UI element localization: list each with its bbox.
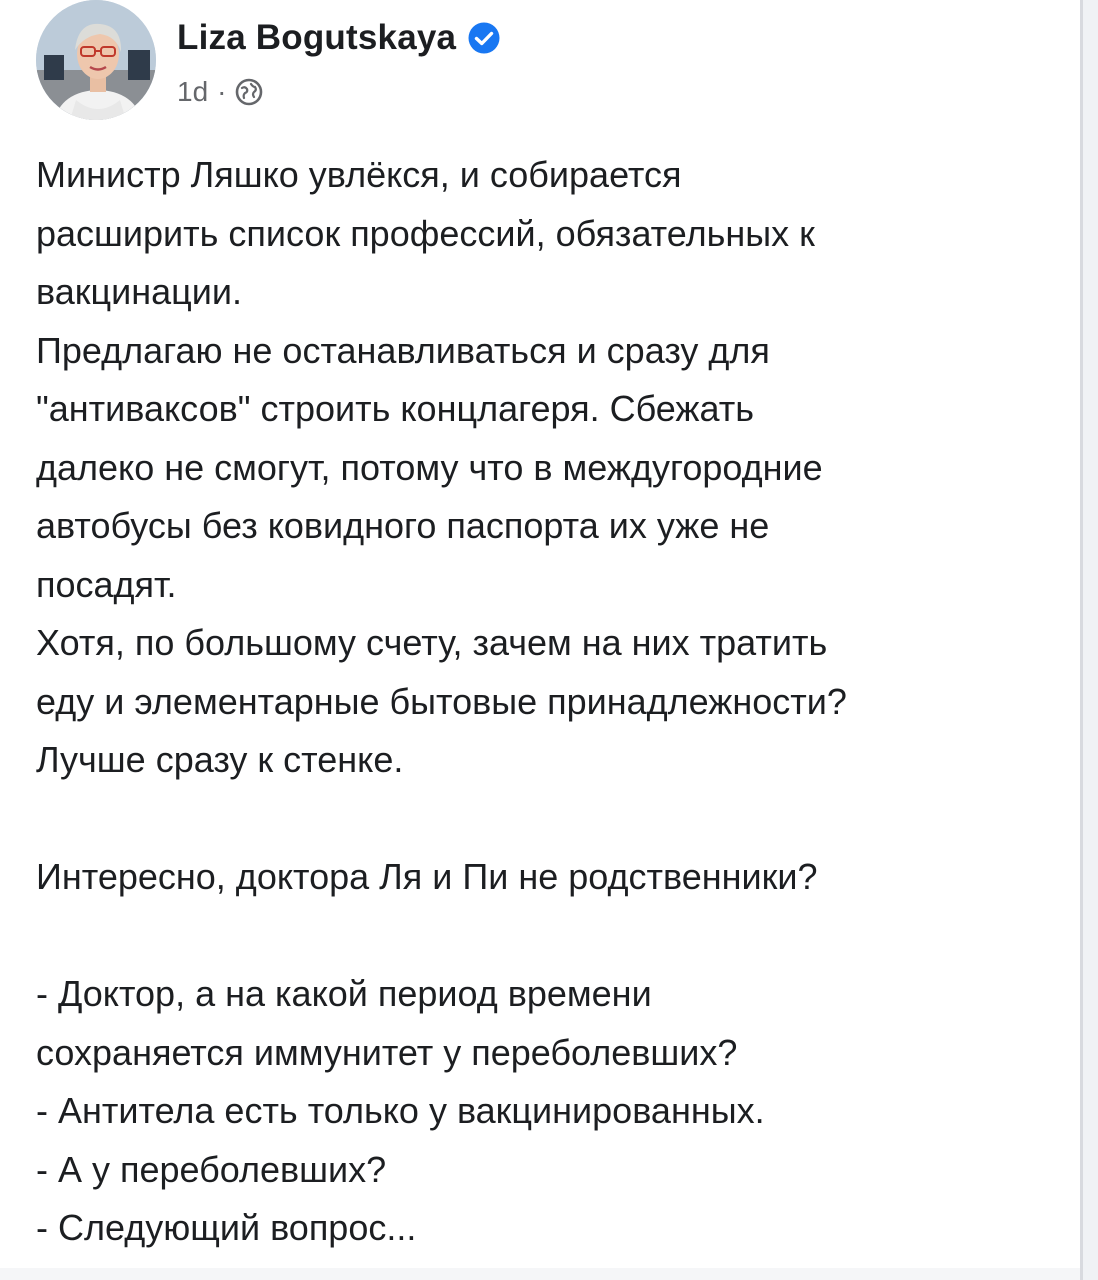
post-text-line: - Доктор, а на какой период времени: [36, 973, 652, 1014]
avatar[interactable]: [36, 0, 156, 120]
post-text-line: далеко не смогут, потому что в междугородние: [36, 446, 823, 488]
post-text-line: [36, 907, 1076, 966]
post-bottom-divider: [0, 1268, 1080, 1280]
post-text-line: - Следующий вопрос...: [36, 1207, 417, 1248]
post-text-line: Хотя, по большому счету, зачем на них тратить: [36, 622, 828, 663]
post-text-line: "антиваксов" строить концлагеря. Сбежать: [36, 388, 754, 429]
post-text-line: автобусы без ковидного паспорта их уже не: [36, 505, 770, 546]
scrollbar-track[interactable]: [1080, 0, 1098, 1280]
post-text: [36, 146, 1076, 1258]
verified-badge-icon: [466, 20, 502, 56]
post-text-line: [36, 790, 1076, 849]
post-text-line: расширить список профессий, обязательных к: [36, 212, 815, 254]
post-meta: [177, 76, 263, 108]
post-text-line: посадят.: [36, 563, 177, 605]
post-text-line: Предлагаю не останавливаться и сразу для: [36, 329, 770, 371]
post-header: [36, 0, 1036, 120]
author-name-row: [177, 18, 502, 58]
meta-separator: ·: [217, 76, 227, 107]
post-text-line: - Антитела есть только у вакцинированных.: [36, 1090, 765, 1131]
author-name[interactable]: Liza Bogutskaya: [177, 18, 457, 57]
globe-icon[interactable]: [235, 78, 263, 106]
post-text-line: сохраняется иммунитет у переболевших?: [36, 1031, 738, 1073]
post-text-line: Интересно, доктора Ля и Пи не родственники?: [36, 856, 818, 897]
post-timestamp[interactable]: 1d: [177, 76, 209, 107]
post-text-line: еду и элементарные бытовые принадлежности?: [36, 680, 847, 722]
post-text-line: Министр Ляшко увлёкся, и собирается: [36, 154, 682, 195]
post-text-line: вакцинации.: [36, 271, 242, 312]
post-text-line: Лучше сразу к стенке.: [36, 739, 404, 780]
post-text-line: - А у переболевших?: [36, 1148, 387, 1190]
